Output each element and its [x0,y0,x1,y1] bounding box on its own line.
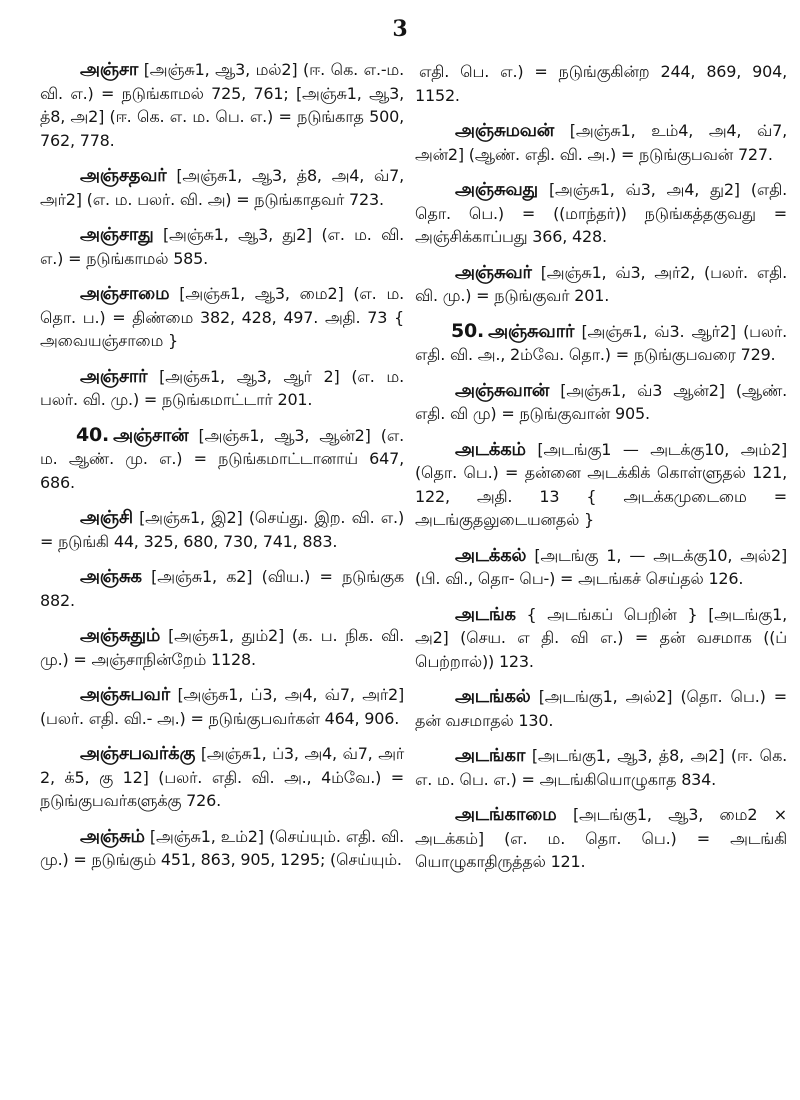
entry-body: [அடங்கு1, ஆ3, த்8, அ2] (ஈ. கெ. எ. ம. பெ. எ.) = அடங்கியொழுகாத 834. [415,746,787,789]
dictionary-entry [415,685,787,732]
dictionary-entry [415,438,787,532]
dictionary-entry-continuation [415,60,787,107]
left-column [40,58,404,884]
dictionary-entry [415,178,787,249]
dictionary-entry [40,223,404,270]
entry-body: [அஞ்சு1, வ்3, அர்2, (பலர். எதி. வி. மு.) = நடுங்குவர் 201. [415,262,787,305]
entry-body: [அடங்கு1, ஆ3, மை2 × அடக்கம்] (எ. ம. தொ. பெ.) = அடங்கி யொழுகாதிருத்தல் 121. [415,805,787,871]
dictionary-entry [40,424,404,495]
entry-body: { அடங்கப் பெறின் } [அடங்கு1, அ2] (செய. எ தி. வி எ.) = தன் வசமாக ((ப் பெற்றால்)) 123. [415,604,787,671]
entry-body: [அஞ்சு1, உம்2] (செய்யும். எதி. வி. மு.) = நடுங்கும் 451, 863, 905, 1295; (செய்யும். [40,826,404,869]
entry-body: [அஞ்சு1, உம்4, அ4, வ்7, அன்2] (ஆண். எதி. வி. அ.) = நடுங்குபவன் 727. [415,121,787,164]
headword: அஞ்சுமவன் [455,120,555,141]
headword: அடக்கல் [455,544,527,566]
entry-body: [அஞ்சு1, இ2] (செய்து. இற. வி. எ.) = நடுங்கி 44, 325, 680, 730, 741, 883. [40,508,404,551]
dictionary-entry [415,544,787,591]
dictionary-entry [415,603,787,674]
entry-body: [அஞ்சு1, ஆ3, மல்2] (ஈ. கெ. எ.-ம. வி. எ.) = நடுங்காமல் 725, 761; [அஞ்சு1, ஆ3, த்8, அ2] (ஈ. கெ. எ. ம. பெ. எ.) = நடுங்காத 500, 762, 778. [40,60,404,150]
headword: அஞ்சுவது [455,179,538,200]
dictionary-entry [415,379,787,426]
headword: அடங்காமை [455,804,557,825]
entry-body: [அடங்கு 1, — அடக்கு10, அல்2] (பி. வி., தொ- பெ-) = அடங்கச் செய்தல் 126. [415,545,787,588]
entry-body: [அஞ்சு1, ஆ3, ஆர் 2] (எ. ம. பலர். வி. மு.) = நடுங்கமாட்டார் 201. [40,366,404,409]
headword: அஞ்சுதும் [80,625,161,646]
dictionary-entry [415,803,787,874]
headword: அஞ்சான் [113,424,189,446]
headword: அஞ்சுவான் [455,379,550,401]
dictionary-entry [40,565,404,612]
headword: அஞ்சார் [80,365,148,387]
headword: அஞ்சாமை [80,283,170,304]
dictionary-entry [415,119,787,166]
entry-body: [அஞ்சு1, ஆ3, து2] (எ. ம. வி. எ.) = நடுங்காமல் 585. [40,225,404,268]
dictionary-entry [415,744,787,791]
entry-body: [அஞ்சு1, வ்3 ஆன்2] (ஆண். எதி. வி மு) = நடுங்குவான் 905. [415,380,787,423]
entry-body: [அஞ்சு1, வ்3, அ4, து2] (எதி. தொ. பெ.) = ((மாந்தர்)) நடுங்கத்தகுவது = அஞ்சிக்காப்பது 366, 428. [415,180,787,246]
headword: அடக்கம் [455,438,526,460]
headword: அஞ்சாது [80,224,154,245]
entry-body: [அஞ்சு1, ஆ3, மை2] (எ. ம. தொ. ப.) = திண்மை 382, 428, 497. அதி. 73 { அவையஞ்சாமை } [40,284,404,350]
entry-number: 50. [451,319,485,342]
entry-body: [அடங்கு1, அல்2] (தொ. பெ.) = தன் வசமாதல் 130. [415,687,787,730]
headword: அஞ்சுக [80,566,142,587]
headword: அடங்கா [455,745,526,766]
dictionary-entry [40,506,404,553]
headword: அடங்க [455,603,516,625]
dictionary-entry [40,365,404,412]
headword: அஞ்சதவர் [80,165,167,186]
entry-body: [அஞ்சு1, ப்3, அ4, வ்7, அர்2] (பலர். எதி. வி.- அ.) = நடுங்குபவர்கள் 464, 906. [40,685,404,728]
entry-body: [அஞ்சு1, க2] (விய.) = நடுங்குக 882. [40,567,404,610]
dictionary-entry [40,624,404,671]
dictionary-entry [40,282,404,353]
headword: அஞ்சுவார் [488,320,575,342]
headword: அஞ்சும் [80,825,145,847]
dictionary-entry [40,825,404,872]
dictionary-entry [40,58,404,152]
page-number: 3 [392,16,408,42]
entry-body: [அஞ்சு1, ப்3, அ4, வ்7, அர் 2, க்5, கு 12] (பலர். எதி. வி. அ., 4ம்வே.) = நடுங்குபவர்களுக்கு 726. [40,744,404,810]
entry-body: [அடங்கு1 — அடக்கு10, அம்2] (தொ. பெ.) = தன்னை அடக்கிக் கொள்ளுதல் 121, 122, அதி. 13 { அடக்கமுடைமை = அடங்குதலுடையனதல் } [415,439,787,529]
dictionary-entry [40,742,404,813]
headword: அஞ்சபவர்க்கு [80,743,196,764]
dictionary-entry [415,320,787,367]
headword: அஞ்சா [80,59,139,80]
dictionary-entry [40,164,404,211]
entry-body: [அஞ்சு1, ஆ3, ஆன்2] (எ. ம. ஆண். மு. எ.) = நடுங்கமாட்டானாய் 647, 686. [40,425,404,492]
headword: அஞ்சுபவர் [80,684,170,705]
headword: அஞ்சுவர் [455,261,532,283]
headword: அடங்கல் [455,686,531,707]
dictionary-entry [40,683,404,730]
right-column [415,60,787,886]
entry-body: [அஞ்சு1, ஆ3, த்8, அ4, வ்7, அர்2] (எ. ம. பலர். வி. அ) = நடுங்காதவர் 723. [40,166,404,209]
dictionary-entry [415,261,787,308]
entry-body: எதி. பெ. எ.) = நடுங்குகின்ற 244, 869, 904, 1152. [415,62,787,105]
entry-number: 40. [76,423,110,446]
entry-body: [அஞ்சு1, தும்2] (க. ப. நிக. வி. மு.) = அஞ்சாநின்றேம் 1128. [40,626,404,669]
entry-body: [அஞ்சு1, வ்3. ஆர்2] (பலர். எதி. வி. அ., 2ம்வே. தொ.) = நடுங்குபவரை 729. [415,321,787,364]
headword: அஞ்சி [80,507,133,528]
